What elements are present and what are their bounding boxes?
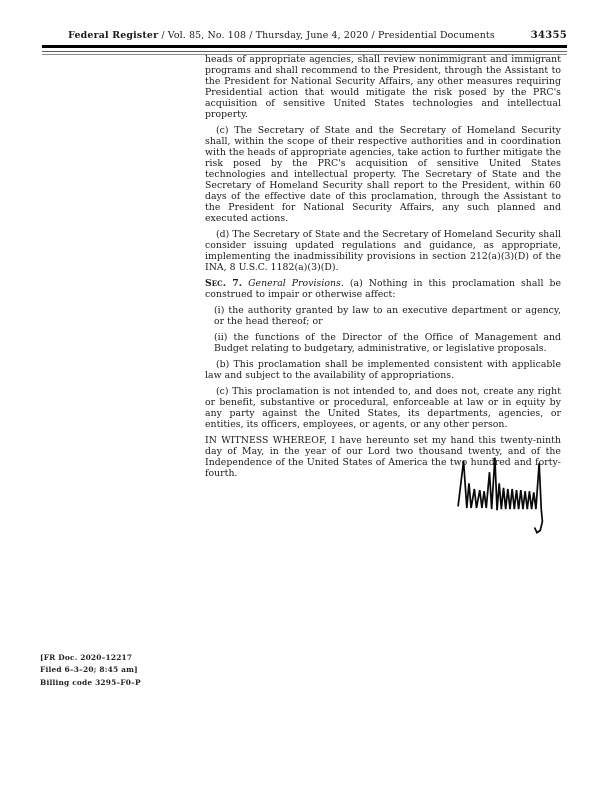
header-rule-thick — [42, 45, 567, 48]
fr-doc-filed: Filed 6–3–20; 8:45 am] — [40, 665, 138, 675]
signature-ink-icon — [456, 452, 564, 536]
section-label: Sec. 7. — [205, 278, 243, 289]
presidential-signature — [456, 452, 564, 536]
paragraph-sec7-heading — [205, 278, 561, 300]
paragraph-sec7-i: (i) the authority granted by law to an executive department or agency, or the head thereof; or — [214, 305, 561, 327]
paragraph-continuation: heads of appropriate agencies, shall review nonimmigrant and immigrant programs and shall recommend to the President, through the Assistant to the President for National Security Affairs, any other measures requiring Presidential action that would mitigate the risk posed by the PRC's acquisition of sensitive United States technologies and intellectual property. — [205, 54, 561, 120]
paragraph-sec7-b: (b) This proclamation shall be implemented consistent with applicable law and subject to the availability of appropriations. — [205, 359, 561, 381]
fr-doc-number: [FR Doc. 2020–12217 — [40, 653, 133, 662]
paragraph-witness-clause: IN WITNESS WHEREOF, I have hereunto set my hand this twenty-ninth day of May, in the year of our Lord two thousand twenty, and of the Independence of the United States of America the two hundred and forty-fourth. — [205, 435, 561, 479]
section-text: (a) Nothing in this proclamation shall be construed to impair or otherwise affect: — [205, 278, 561, 300]
document-body — [205, 52, 561, 479]
page-number: 34355 — [530, 30, 567, 41]
billing-code: Billing code 3295–F0–P — [40, 677, 141, 687]
header-citation — [42, 29, 521, 43]
fr-doc-footer — [40, 652, 141, 689]
section-title: General Provisions. — [248, 278, 344, 289]
journal-title: Federal Register — [68, 30, 159, 41]
paragraph-sec7-ii: (ii) the functions of the Director of the Office of Management and Budget relating to budgetary, administrative, or legislative proposals. — [214, 332, 561, 354]
paragraph-sec7-c: (c) This proclamation is not intended to, and does not, create any right or benefit, substantive or procedural, enforceable at law or in equity by any party against the United States, its departments, agencies, or entities, its officers, employees, or agents, or any other person. — [205, 386, 561, 430]
paragraph-sec6-d: (d) The Secretary of State and the Secretary of Homeland Security shall consider issuing updated regulations and guidance, as appropriate, implementing the inadmissibility provisions in section 212(a)(3)(D) of the INA, 8 U.S.C. 1182(a)(3)(D). — [205, 229, 561, 273]
paragraph-sec6-c: (c) The Secretary of State and the Secretary of Homeland Security shall, within the scope of their respective authorities and in coordination with the heads of appropriate agencies, take action to further mitigate the risk posed by the PRC's acquisition of sensitive United States technologies and intellectual property. The Secretary of State and the Secretary of Homeland Security shall report to the President, within 60 days of the effective date of this proclamation, through the Assistant to the President for National Security Affairs, any such planned and executed actions. — [205, 125, 561, 224]
page-header — [42, 29, 567, 43]
citation-text: / Vol. 85, No. 108 / Thursday, June 4, 2020 / Presidential Documents — [158, 30, 495, 41]
